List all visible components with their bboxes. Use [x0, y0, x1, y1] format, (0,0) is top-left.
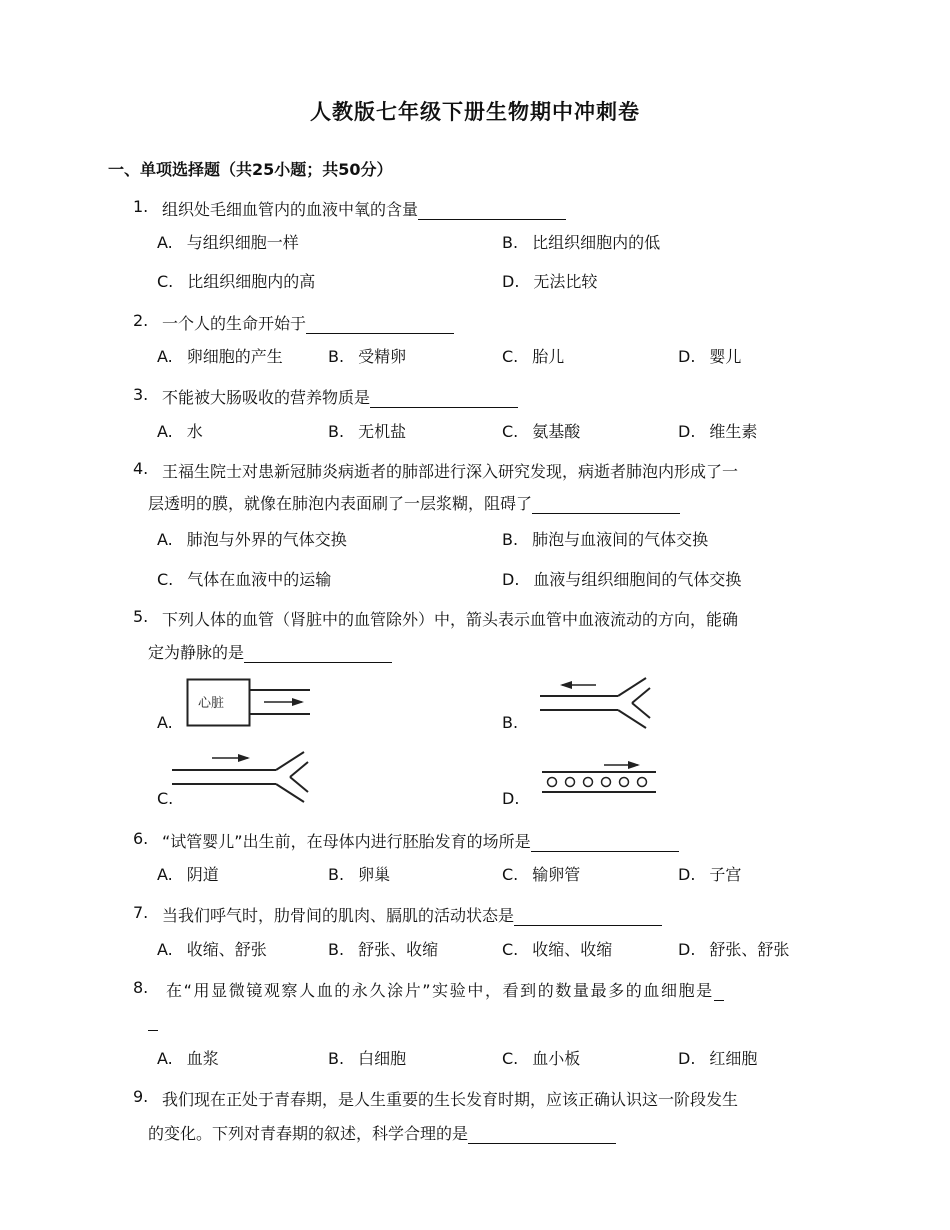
question-number: 7. — [133, 903, 149, 922]
option-b[interactable]: B. 白细胞 — [328, 1049, 407, 1068]
option-d[interactable]: D. 红细胞 — [678, 1049, 758, 1068]
option-b[interactable]: B. 比组织细胞内的低 — [502, 233, 661, 252]
question-number: 6. — [133, 829, 149, 848]
question-text: “试管婴儿”出生前，在母体内进行胚胎发育的场所是 — [162, 832, 531, 851]
question-text: 定为静脉的是 — [148, 643, 245, 662]
option-d[interactable]: D. 子宫 — [678, 865, 742, 884]
option-b[interactable]: B. 受精卵 — [328, 347, 407, 366]
option-a[interactable]: A. 卵细胞的产生 — [157, 347, 283, 366]
page-title: 人教版七年级下册生物期中冲刺卷 — [310, 100, 640, 124]
vessel-diagram-b — [536, 672, 660, 730]
answer-blank[interactable] — [514, 909, 662, 926]
answer-blank[interactable] — [468, 1127, 616, 1144]
option-c[interactable]: C. 收缩、收缩 — [502, 940, 613, 959]
question-text: 在“用显微镜观察人血的永久涂片”实验中，看到的数量最多的血细胞是 — [166, 981, 714, 1000]
question-number: 5. — [133, 607, 149, 626]
question-text: 当我们呼气时，肋骨间的肌肉、膈肌的活动状态是 — [162, 906, 515, 925]
answer-blank[interactable] — [306, 317, 454, 334]
vessel-diagram-a — [186, 676, 316, 730]
question-text: 层透明的膜，就像在肺泡内表面刷了一层浆糊，阻碍了 — [148, 494, 533, 513]
option-c[interactable]: C. 胎儿 — [502, 347, 565, 366]
question-number: 4. — [133, 459, 149, 478]
option-b[interactable]: B. — [502, 713, 519, 732]
question-number: 8. — [133, 978, 149, 997]
option-d[interactable]: D. — [502, 789, 520, 808]
option-b[interactable]: B. 无机盐 — [328, 422, 407, 441]
option-b[interactable]: B. 肺泡与血液间的气体交换 — [502, 530, 709, 549]
option-a[interactable]: A. 与组织细胞一样 — [157, 233, 299, 252]
option-b[interactable]: B. 舒张、收缩 — [328, 940, 439, 959]
option-d[interactable]: D. 婴儿 — [678, 347, 742, 366]
question-text: 一个人的生命开始于 — [162, 314, 307, 333]
option-c[interactable]: C. 氨基酸 — [502, 422, 581, 441]
option-a[interactable]: A. 阴道 — [157, 865, 219, 884]
option-d[interactable]: D. 无法比较 — [502, 272, 598, 291]
answer-blank[interactable] — [531, 835, 679, 852]
option-a[interactable]: A. 水 — [157, 422, 203, 441]
vessel-diagram-c — [168, 746, 313, 804]
option-d[interactable]: D. 舒张、舒张 — [678, 940, 790, 959]
answer-blank[interactable] — [714, 984, 724, 1001]
option-c[interactable]: C. 比组织细胞内的高 — [157, 272, 316, 291]
option-a[interactable]: A. 血浆 — [157, 1049, 219, 1068]
option-d[interactable]: D. 血液与组织细胞间的气体交换 — [502, 570, 742, 589]
option-c[interactable]: C. 血小板 — [502, 1049, 581, 1068]
question-number: 2. — [133, 311, 149, 330]
question-text: 组织处毛细血管内的血液中氧的含量 — [162, 200, 419, 219]
vessel-diagram-d — [538, 760, 662, 796]
answer-blank[interactable] — [532, 497, 680, 514]
question-text: 不能被大肠吸收的营养物质是 — [162, 388, 371, 407]
answer-blank[interactable] — [370, 391, 518, 408]
question-text: 的变化。下列对青春期的叙述，科学合理的是 — [148, 1124, 469, 1143]
option-a[interactable]: A. 收缩、舒张 — [157, 940, 267, 959]
question-text: 我们现在正处于青春期，是人生重要的生长发育时期，应该正确认识这一阶段发生 — [162, 1090, 739, 1109]
answer-blank-cont[interactable] — [148, 1014, 158, 1031]
question-text: 王福生院士对患新冠肺炎病逝者的肺部进行深入研究发现，病逝者肺泡内形成了一 — [162, 462, 739, 481]
option-c[interactable]: C. 输卵管 — [502, 865, 581, 884]
question-number: 1. — [133, 197, 149, 216]
option-c[interactable]: C. 气体在血液中的运输 — [157, 570, 332, 589]
question-number: 9. — [133, 1087, 149, 1106]
section-heading: 一、单项选择题（共25小题；共50分） — [108, 160, 393, 179]
option-d[interactable]: D. 维生素 — [678, 422, 758, 441]
option-a[interactable]: A. 肺泡与外界的气体交换 — [157, 530, 347, 549]
heart-label: 心脏 — [198, 696, 225, 711]
answer-blank[interactable] — [244, 646, 392, 663]
option-c[interactable]: C. — [157, 789, 174, 808]
option-a[interactable]: A. — [157, 713, 173, 732]
question-number: 3. — [133, 385, 149, 404]
answer-blank[interactable] — [418, 203, 566, 220]
option-b[interactable]: B. 卵巢 — [328, 865, 391, 884]
question-text: 下列人体的血管（肾脏中的血管除外）中，箭头表示血管中血液流动的方向，能确 — [162, 610, 739, 629]
